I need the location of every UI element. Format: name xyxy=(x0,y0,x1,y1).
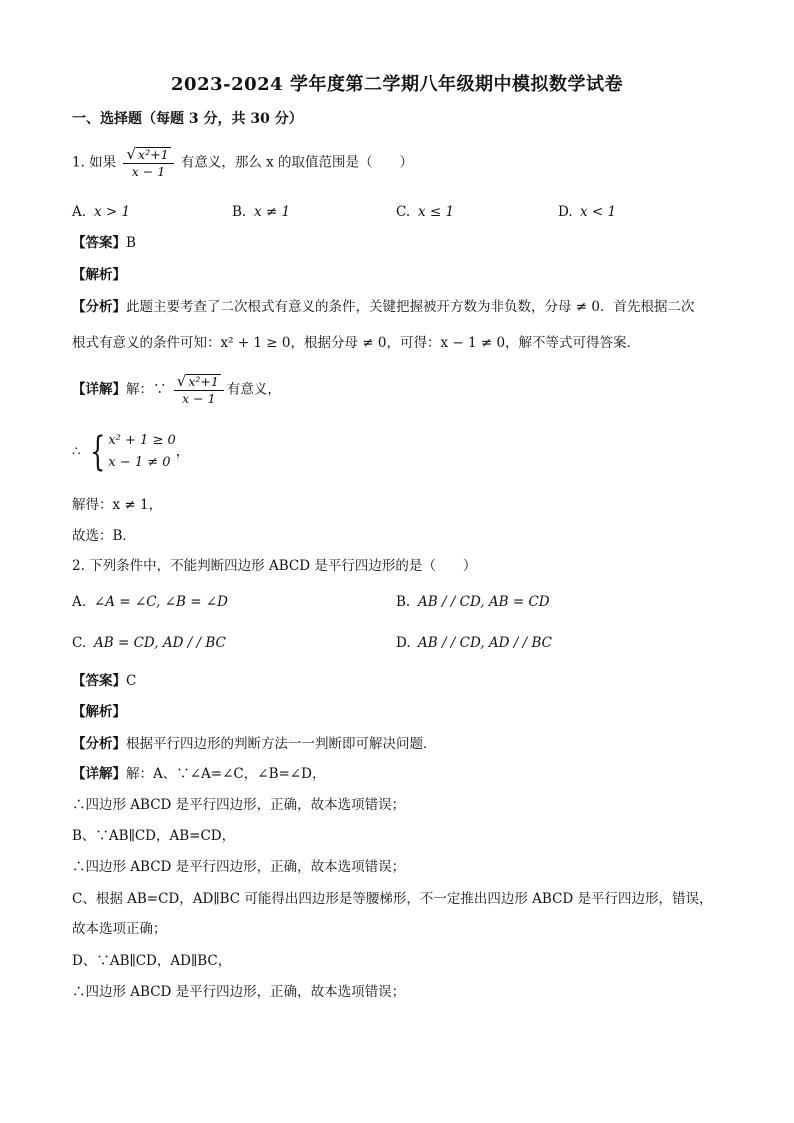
q2-detail-line: 【详解】解：A、∵∠A=∠C，∠B=∠D， xyxy=(72,766,326,782)
q2-option-b: B. AB / / CD, AB = CD xyxy=(396,594,550,610)
q2-detail-line: ∴四边形 ABCD 是平行四边形，正确，故本选项错误； xyxy=(72,797,406,813)
q2-fenxi: 【分析】根据平行四边形的判断方法一一判断即可解决问题． xyxy=(72,736,437,752)
q1-option-d: D. x < 1 xyxy=(558,204,617,220)
sqrt-sign-icon: √ xyxy=(126,145,137,163)
q2-detail-line: ∴四边形 ABCD 是平行四边形，正确，故本选项错误； xyxy=(72,859,406,875)
q1-stem-prefix: 1. 如果 xyxy=(72,154,117,171)
q1-analysis-tag: 【解析】 xyxy=(72,267,126,283)
q1-inequality-system: ∴ { x² + 1 ≥ 0 x − 1 ≠ 0 ， xyxy=(72,429,190,475)
q1-option-c: C. x ≤ 1 xyxy=(396,204,455,220)
q1-xiangjie: 【详解】解：∵ √ x²+1 x − 1 有意义， xyxy=(72,372,281,406)
q1-option-b: B. x ≠ 1 xyxy=(232,204,291,220)
q2-detail-line: D、∵AB∥CD，AD∥BC， xyxy=(72,953,232,969)
q2-answer: 【答案】C xyxy=(72,673,137,689)
q2-option-d: D. AB / / CD, AD / / BC xyxy=(396,635,552,651)
q1-frac-numerator: x²+1 xyxy=(138,147,169,162)
q2-option-a: A. ∠A = ∠C, ∠B = ∠D xyxy=(72,594,228,610)
q1-solve-line: 解得：x ≠ 1， xyxy=(72,497,163,513)
q2-detail-line: C、根据 AB=CD，AD∥BC 可能得出四边形是等腰梯形，不一定推出四边形 ABCD 是平行四边形，错误， xyxy=(72,891,713,907)
page-title: 2023-2024 学年度第二学期八年级期中模拟数学试卷 xyxy=(171,74,623,95)
q1-option-a: A. x > 1 xyxy=(72,204,131,220)
q2-detail-line: B、∵AB∥CD，AB=CD， xyxy=(72,828,236,844)
q1-fenxi-line-2: 根式有意义的条件可知：x² + 1 ≥ 0，根据分母 ≠ 0，可得：x − 1 ≠ 0，解不等式可得答案． xyxy=(72,335,641,351)
q1-frac-denominator: x − 1 xyxy=(131,164,166,179)
left-brace-icon: { xyxy=(89,429,106,475)
q1-stem-suffix: 有意义，那么 x 的取值范围是（ ） xyxy=(180,154,414,171)
q2-option-c: C. AB = CD, AD / / BC xyxy=(72,635,226,651)
q1-fenxi-line-1: 【分析】此题主要考查了二次根式有意义的条件，关键把握被开方数为非负数，分母 ≠ 0．首先根据二次 xyxy=(72,299,695,315)
question-2-stem: 2. 下列条件中，不能判断四边形 ABCD 是平行四边形的是（ ） xyxy=(72,558,477,574)
sqrt-sign-icon: √ xyxy=(176,372,187,390)
q1-answer: 【答案】B xyxy=(72,235,136,251)
q2-detail-line: ∴四边形 ABCD 是平行四边形，正确，故本选项错误； xyxy=(72,984,406,1000)
system-row-2: x − 1 ≠ 0 xyxy=(108,455,171,470)
q2-detail-line: 故本选项正确； xyxy=(72,921,167,937)
q1-xiangjie-fraction: √ x²+1 x − 1 xyxy=(174,373,224,407)
system-row-1: x² + 1 ≥ 0 xyxy=(108,433,176,448)
section-heading: 一、选择题（每题 3 分，共 30 分） xyxy=(72,111,303,127)
q1-fraction xyxy=(123,146,173,180)
q1-choose-line: 故选：B． xyxy=(72,528,136,544)
question-1-stem xyxy=(72,146,413,180)
q2-analysis-tag: 【解析】 xyxy=(72,704,126,720)
